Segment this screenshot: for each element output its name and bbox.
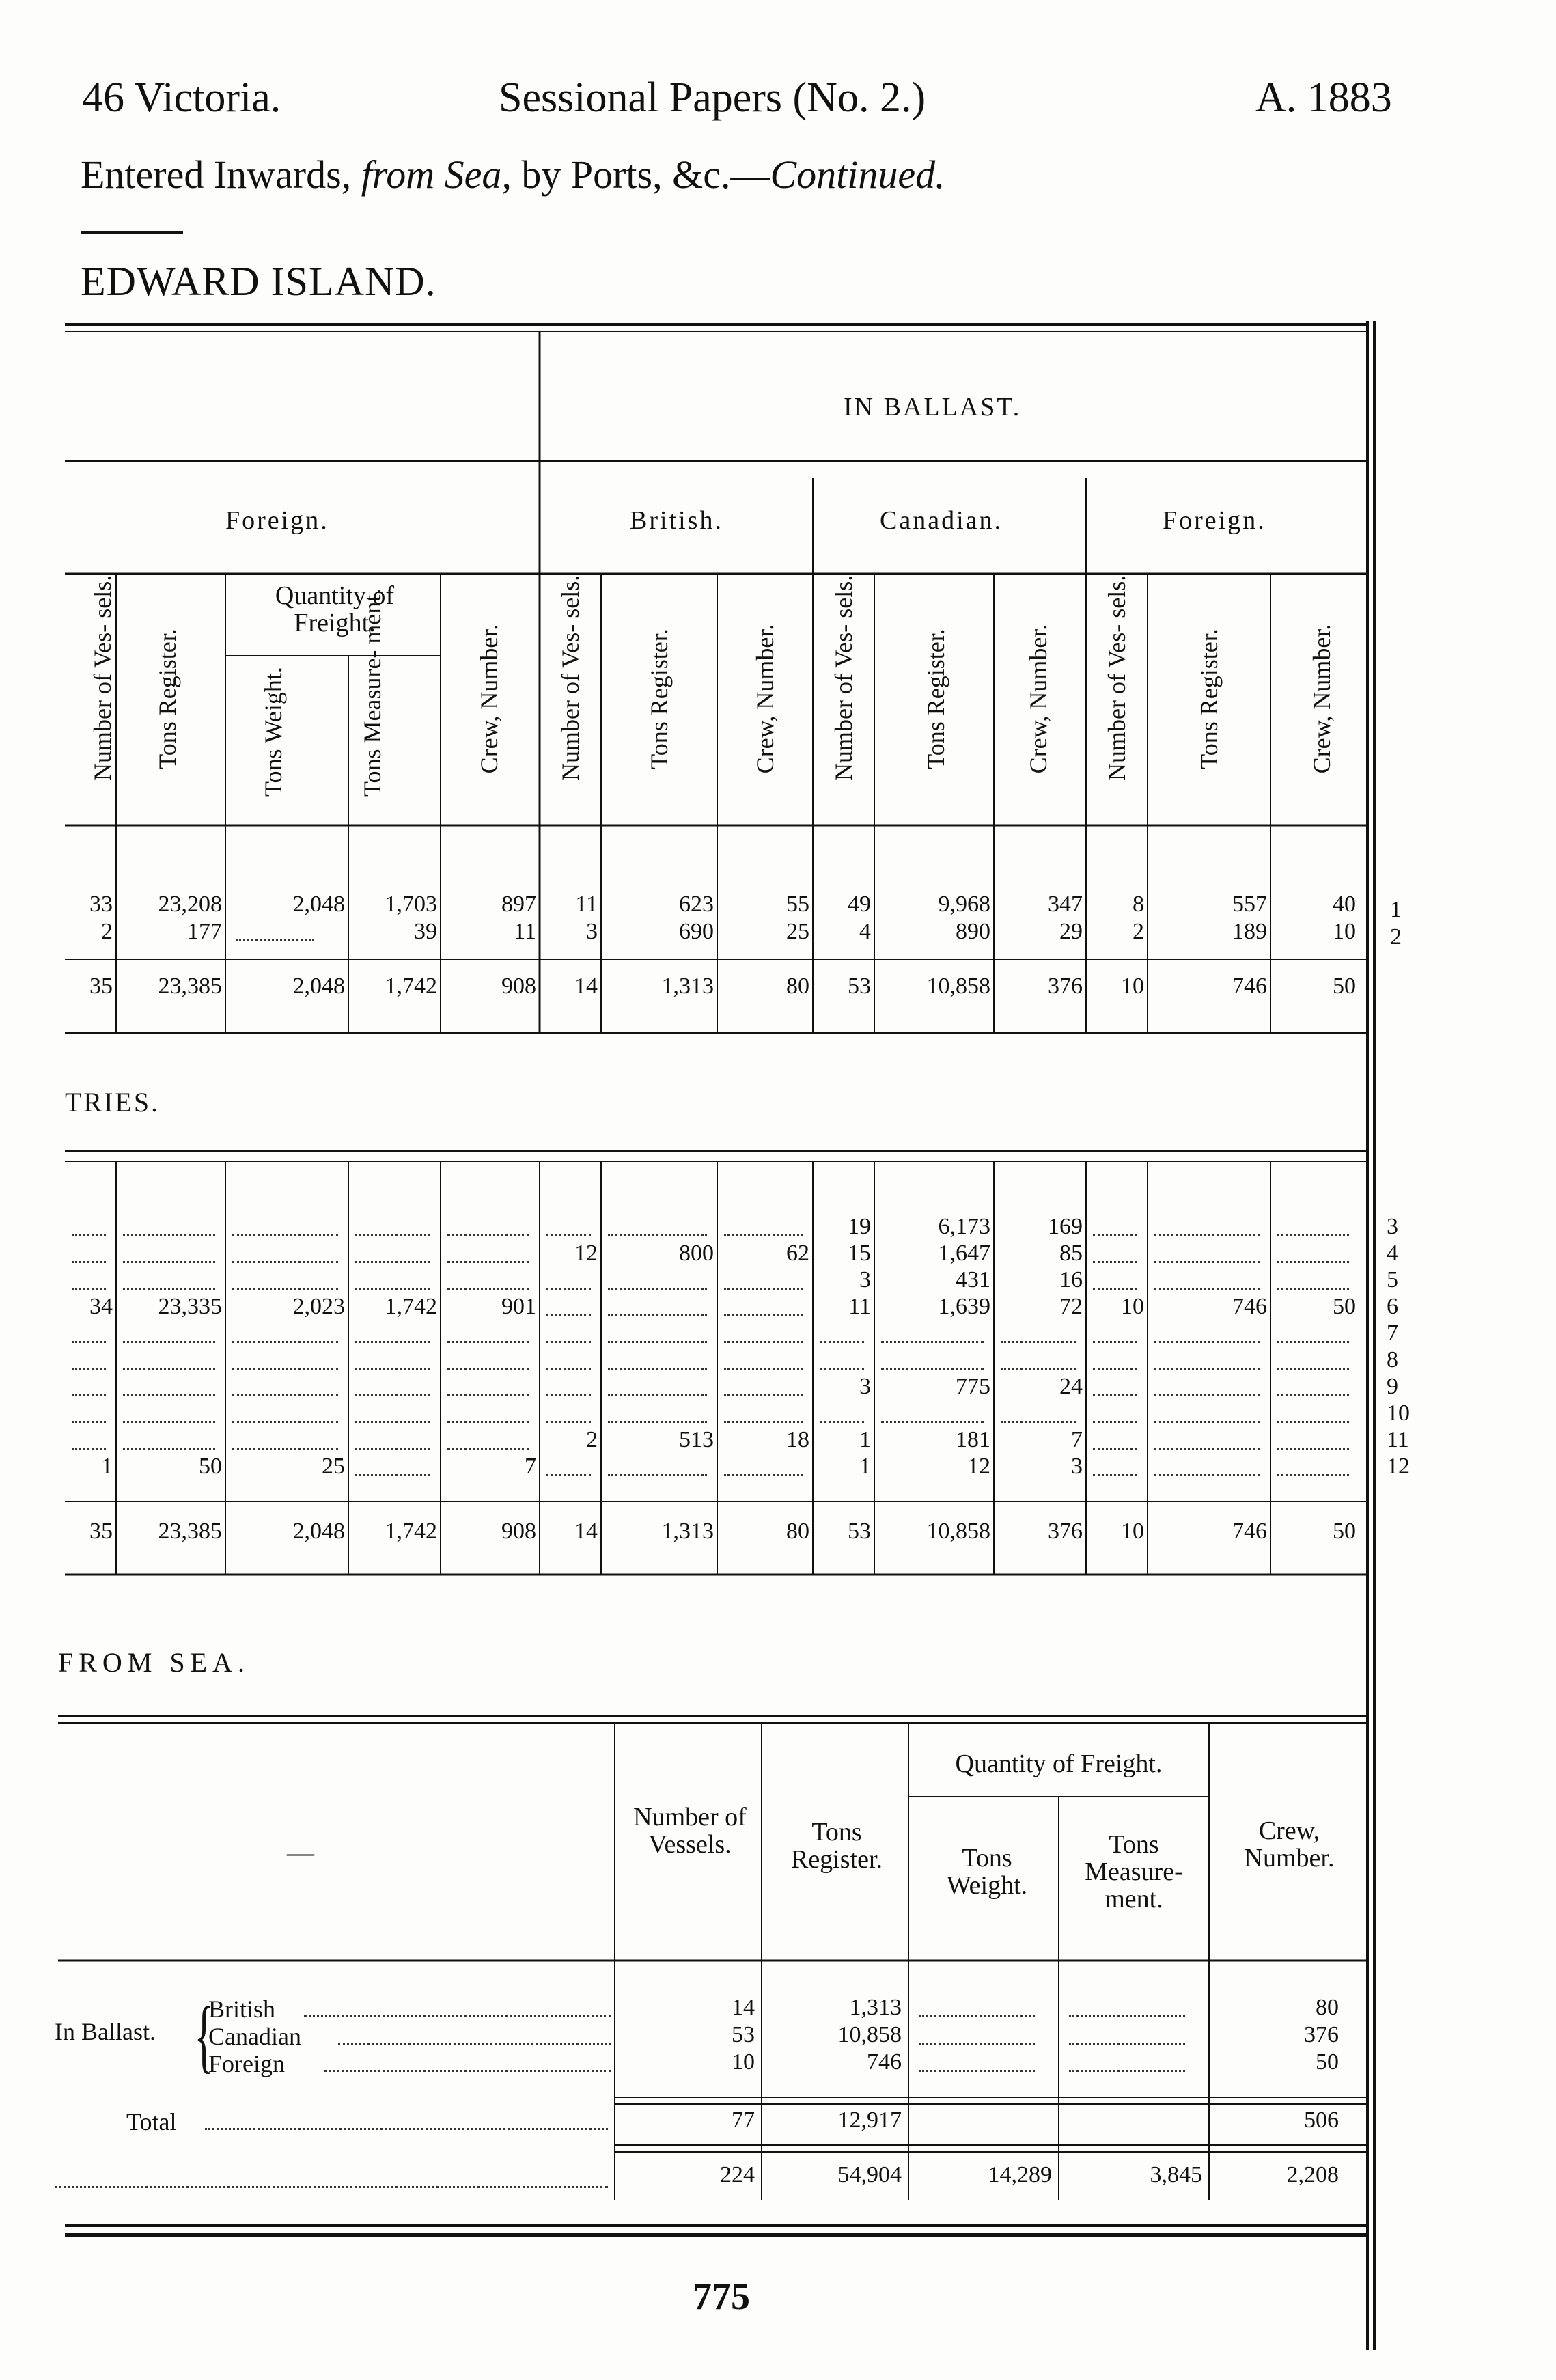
- empty-cell-dots: [447, 1421, 529, 1423]
- table-cell: 50: [1316, 2049, 1339, 2075]
- total-cell: 35: [89, 973, 113, 999]
- row-number: 9: [1387, 1374, 1398, 1399]
- empty-cell-dots: [1277, 1288, 1349, 1290]
- col-tons-weight: Tons Weight.: [260, 667, 287, 797]
- empty-cell-dots: [236, 939, 314, 941]
- table-cell: 3: [859, 1374, 871, 1399]
- brace-icon: {: [194, 1990, 214, 2081]
- in-ballast-label: In Ballast.: [55, 2018, 156, 2045]
- empty-cell-dots: [608, 1368, 707, 1370]
- header-right: A. 1883: [1255, 74, 1392, 121]
- empty-cell-dots: [1277, 1261, 1349, 1263]
- empty-cell-dots: [608, 1421, 707, 1423]
- empty-cell-dots: [1093, 1421, 1137, 1423]
- table-cell: 33: [89, 891, 113, 917]
- head-tons-weight: Tons Weight.: [946, 1844, 1028, 1900]
- empty-cell-dots: [546, 1421, 591, 1423]
- empty-cell-dots: [1093, 1394, 1137, 1396]
- group-foreign-ballast: Foreign.: [1163, 506, 1266, 535]
- table-cell: 1: [859, 1454, 871, 1479]
- row-number: 4: [1387, 1241, 1398, 1266]
- table-cell: 11: [575, 891, 598, 917]
- empty-cell-dots: [1069, 2070, 1185, 2072]
- empty-cell-dots: [1093, 1448, 1137, 1450]
- head-freight: Quantity of Freight.: [955, 1749, 1163, 1778]
- table-cell: 690: [679, 919, 714, 944]
- grand-total-cell: 54,904: [837, 2162, 902, 2187]
- col-british-crew: Crew, Number.: [751, 624, 779, 774]
- total-cell: 1,313: [661, 1519, 714, 1544]
- empty-cell-dots: [608, 1288, 707, 1290]
- total-cell: 908: [501, 973, 536, 999]
- table-cell: 34: [89, 1294, 113, 1319]
- empty-cell-dots: [123, 1448, 215, 1450]
- header-center: Sessional Papers (No. 2.): [499, 74, 926, 121]
- table-cell: 14: [732, 1995, 755, 2020]
- total-cell: 506: [1304, 2107, 1339, 2133]
- head-crew: Crew, Number.: [1244, 1816, 1335, 1872]
- leader-dots: [324, 2070, 611, 2072]
- empty-cell-dots: [724, 1341, 803, 1343]
- empty-cell-dots: [546, 1314, 591, 1316]
- table-cell: 49: [848, 891, 871, 917]
- table-cell: 890: [956, 919, 990, 944]
- leader-dots: [55, 2186, 608, 2188]
- table-cell: 12: [574, 1241, 598, 1266]
- empty-cell-dots: [447, 1288, 529, 1290]
- empty-cell-dots: [123, 1394, 215, 1396]
- col-tons-register: Tons Register.: [154, 628, 181, 769]
- empty-cell-dots: [724, 1421, 803, 1423]
- empty-cell-dots: [1001, 1368, 1076, 1370]
- empty-cell-dots: [232, 1448, 338, 1450]
- table-cell: 8: [1133, 891, 1144, 917]
- empty-cell-dots: [1154, 1368, 1260, 1370]
- table-cell: 901: [501, 1294, 536, 1319]
- total-cell: 77: [732, 2107, 755, 2133]
- total-cell: 746: [1232, 973, 1267, 999]
- ballast-row-label: Canadian: [208, 2023, 301, 2050]
- region-title: EDWARD ISLAND.: [81, 259, 436, 304]
- subtitle-middle: by Ports, &c.—: [521, 152, 770, 197]
- total-cell: 12,917: [837, 2107, 902, 2133]
- total-cell: 2,048: [292, 1519, 345, 1544]
- table-cell: 623: [679, 891, 714, 917]
- freight-heading: Quantity of Freight.: [275, 581, 395, 637]
- total-cell: 10: [1121, 1519, 1144, 1544]
- table-cell: 800: [679, 1241, 714, 1266]
- subtitle-continued: Continued.: [770, 152, 945, 197]
- empty-cell-dots: [72, 1341, 106, 1343]
- total-cell: 14: [574, 973, 598, 999]
- table-cell: 24: [1059, 1374, 1083, 1399]
- empty-cell-dots: [608, 1474, 707, 1476]
- table-cell: 2,048: [292, 891, 345, 917]
- empty-cell-dots: [1069, 2015, 1185, 2017]
- row-number: 6: [1387, 1294, 1398, 1319]
- empty-cell-dots: [72, 1288, 106, 1290]
- empty-cell-dots: [546, 1234, 591, 1236]
- empty-cell-dots: [72, 1261, 106, 1263]
- empty-cell-dots: [1277, 1234, 1349, 1236]
- table-cell: 9,968: [938, 891, 990, 917]
- empty-cell-dots: [1093, 1288, 1137, 1290]
- table-cell: 7: [1071, 1427, 1083, 1452]
- table-cell: 169: [1048, 1214, 1083, 1239]
- empty-cell-dots: [724, 1288, 803, 1290]
- empty-cell-dots: [232, 1341, 338, 1343]
- empty-cell-dots: [123, 1368, 215, 1370]
- empty-cell-dots: [447, 1368, 529, 1370]
- empty-cell-dots: [724, 1234, 803, 1236]
- ballast-row-label: British: [208, 1995, 276, 2023]
- table-cell: 15: [848, 1241, 871, 1266]
- col-canadian-tons: Tons Register.: [922, 628, 949, 769]
- ballast-row-label: Foreign: [208, 2050, 285, 2077]
- col-canadian-vessels: Number of Ves- sels.: [830, 575, 857, 781]
- col-canadian-crew: Crew, Number.: [1025, 624, 1052, 774]
- empty-cell-dots: [724, 1368, 803, 1370]
- table-cell: 376: [1304, 2022, 1339, 2047]
- total-cell: 50: [1333, 973, 1356, 999]
- row-number: 7: [1387, 1320, 1398, 1346]
- empty-cell-dots: [355, 1234, 430, 1236]
- col-british-vessels: Number of Ves- sels.: [557, 575, 584, 781]
- grand-total-cell: 3,845: [1150, 2162, 1202, 2187]
- empty-cell-dots: [123, 1341, 215, 1343]
- row-number: 5: [1387, 1267, 1398, 1292]
- total-cell: 2,048: [292, 973, 345, 999]
- empty-cell-dots: [1277, 1341, 1349, 1343]
- empty-cell-dots: [123, 1234, 215, 1236]
- table-cell: 10: [1121, 1294, 1144, 1319]
- empty-cell-dots: [546, 1368, 591, 1370]
- table-cell: 3: [586, 919, 598, 944]
- table-cell: 2: [101, 919, 113, 944]
- table-cell: 10,858: [837, 2022, 902, 2047]
- head-tons-register: Tons Register.: [790, 1818, 883, 1874]
- empty-cell-dots: [123, 1288, 215, 1290]
- table-cell: 4: [859, 919, 871, 944]
- empty-cell-dots: [881, 1421, 984, 1423]
- empty-cell-dots: [546, 1394, 591, 1396]
- empty-cell-dots: [1154, 1421, 1260, 1423]
- empty-cell-dots: [1154, 1394, 1260, 1396]
- table-cell: 1,703: [385, 891, 437, 917]
- empty-cell-dots: [724, 1394, 803, 1396]
- table-cell: 80: [1316, 1995, 1339, 2020]
- empty-cell-dots: [123, 1421, 215, 1423]
- empty-cell-dots: [72, 1394, 106, 1396]
- subtitle-from: from: [361, 152, 435, 197]
- empty-cell-dots: [355, 1261, 430, 1263]
- empty-cell-dots: [1277, 1421, 1349, 1423]
- table-cell: 6,173: [938, 1214, 990, 1239]
- table-cell: 347: [1048, 891, 1083, 917]
- table-cell: 3: [1071, 1454, 1083, 1479]
- header-left: 46 Victoria.: [82, 74, 281, 121]
- total-cell: 908: [501, 1519, 536, 1544]
- empty-cell-dots: [72, 1234, 106, 1236]
- subtitle-sea: Sea,: [444, 152, 512, 197]
- empty-cell-dots: [447, 1394, 529, 1396]
- empty-cell-dots: [1154, 1448, 1260, 1450]
- table-cell: 513: [679, 1427, 714, 1452]
- total-cell: 1,742: [385, 973, 437, 999]
- empty-cell-dots: [881, 1368, 984, 1370]
- table-cell: 1: [101, 1454, 113, 1479]
- empty-cell-dots: [881, 1341, 984, 1343]
- group-british: British.: [630, 506, 723, 535]
- table-cell: 25: [322, 1454, 345, 1479]
- grand-total-cell: 224: [720, 2162, 755, 2187]
- empty-cell-dots: [447, 1341, 529, 1343]
- empty-cell-dots: [72, 1368, 106, 1370]
- total-cell: 10,858: [926, 973, 990, 999]
- total-cell: 1,742: [385, 1519, 437, 1544]
- empty-cell-dots: [1093, 1261, 1137, 1263]
- table-cell: 2: [586, 1427, 598, 1452]
- stub-dash: —: [287, 1837, 314, 1868]
- row-number: 1: [1390, 897, 1402, 922]
- table-cell: 1,742: [385, 1294, 437, 1319]
- section-from-sea-label: FROM SEA.: [58, 1647, 250, 1678]
- row-number: 8: [1387, 1347, 1398, 1372]
- empty-cell-dots: [1093, 1341, 1137, 1343]
- empty-cell-dots: [447, 1261, 529, 1263]
- grand-total-cell: 14,289: [988, 2162, 1052, 2187]
- empty-cell-dots: [232, 1234, 338, 1236]
- table-cell: 50: [1333, 1294, 1356, 1319]
- group-foreign: Foreign.: [225, 506, 329, 535]
- table-cell: 1,639: [938, 1294, 990, 1319]
- total-cell: 10: [1121, 973, 1144, 999]
- empty-cell-dots: [919, 2043, 1035, 2045]
- row-number: 2: [1390, 924, 1402, 950]
- table-cell: 50: [199, 1454, 222, 1479]
- col-foreign-vessels: Number of Ves- sels.: [1103, 575, 1130, 781]
- table-cell: 2: [1133, 919, 1144, 944]
- total-cell: 50: [1333, 1519, 1356, 1544]
- table-cell: 25: [786, 919, 809, 944]
- table-cell: 7: [525, 1454, 536, 1479]
- empty-cell-dots: [1154, 1288, 1260, 1290]
- table-cell: 2,023: [292, 1294, 345, 1319]
- head-tons-measurement: Tons Measure- ment.: [1085, 1830, 1183, 1913]
- table-cell: 11: [848, 1294, 871, 1319]
- table-cell: 85: [1059, 1241, 1083, 1266]
- empty-cell-dots: [919, 2015, 1035, 2017]
- empty-cell-dots: [123, 1261, 215, 1263]
- row-number: 11: [1387, 1427, 1409, 1452]
- table-cell: 19: [848, 1214, 871, 1239]
- empty-cell-dots: [919, 2070, 1035, 2072]
- empty-cell-dots: [355, 1448, 430, 1450]
- total-cell: 23,385: [158, 1519, 222, 1544]
- subtitle-prefix: Entered Inwards,: [81, 152, 352, 197]
- empty-cell-dots: [1093, 1234, 1137, 1236]
- total-cell: 376: [1048, 1519, 1083, 1544]
- empty-cell-dots: [355, 1368, 430, 1370]
- grand-total-cell: 2,208: [1286, 2162, 1339, 2187]
- in-ballast-heading: IN BALLAST.: [844, 393, 1022, 421]
- empty-cell-dots: [232, 1421, 338, 1423]
- empty-cell-dots: [608, 1394, 707, 1396]
- table-cell: 40: [1333, 891, 1356, 917]
- total-label: Total: [126, 2108, 177, 2135]
- empty-cell-dots: [820, 1368, 864, 1370]
- col-tons-measurement: Tons Measure- ment.: [359, 588, 386, 797]
- table-cell: 62: [786, 1241, 809, 1266]
- empty-cell-dots: [355, 1474, 430, 1476]
- empty-cell-dots: [1069, 2043, 1185, 2045]
- empty-cell-dots: [232, 1394, 338, 1396]
- table-cell: 10: [1333, 919, 1356, 944]
- total-cell: 53: [848, 973, 871, 999]
- total-cell: 23,385: [158, 973, 222, 999]
- empty-cell-dots: [355, 1421, 430, 1423]
- empty-cell-dots: [232, 1288, 338, 1290]
- total-cell: 14: [574, 1519, 598, 1544]
- empty-cell-dots: [1154, 1341, 1260, 1343]
- empty-cell-dots: [820, 1341, 864, 1343]
- table-cell: 775: [956, 1374, 990, 1399]
- empty-cell-dots: [1154, 1261, 1260, 1263]
- total-cell: 53: [848, 1519, 871, 1544]
- empty-cell-dots: [724, 1474, 803, 1476]
- table-cell: 1,647: [938, 1241, 990, 1266]
- empty-cell-dots: [1001, 1421, 1076, 1423]
- total-cell: 80: [786, 973, 809, 999]
- empty-cell-dots: [546, 1341, 591, 1343]
- table-cell: 18: [786, 1427, 809, 1452]
- total-cell: 746: [1232, 1519, 1267, 1544]
- section-tries-label: TRIES.: [65, 1087, 161, 1118]
- empty-cell-dots: [1277, 1474, 1349, 1476]
- empty-cell-dots: [72, 1421, 106, 1423]
- table-cell: 181: [956, 1427, 990, 1452]
- empty-cell-dots: [1154, 1234, 1260, 1236]
- leader-dots: [304, 2015, 611, 2017]
- empty-cell-dots: [355, 1394, 430, 1396]
- total-cell: 376: [1048, 973, 1083, 999]
- table-cell: 55: [786, 891, 809, 917]
- empty-cell-dots: [608, 1341, 707, 1343]
- table-cell: 189: [1232, 919, 1267, 944]
- table-cell: 1: [859, 1427, 871, 1452]
- empty-cell-dots: [1001, 1341, 1076, 1343]
- table-cell: 897: [501, 891, 536, 917]
- table-cell: 177: [187, 919, 222, 944]
- empty-cell-dots: [232, 1261, 338, 1263]
- table-cell: 12: [967, 1454, 990, 1479]
- empty-cell-dots: [447, 1234, 529, 1236]
- table-cell: 23,335: [158, 1294, 222, 1319]
- table-cell: 29: [1059, 919, 1083, 944]
- empty-cell-dots: [546, 1288, 591, 1290]
- total-cell: 10,858: [926, 1519, 990, 1544]
- page-number: 775: [693, 2275, 750, 2318]
- total-cell: 80: [786, 1519, 809, 1544]
- table-cell: 746: [1232, 1294, 1267, 1319]
- empty-cell-dots: [1093, 1474, 1137, 1476]
- empty-cell-dots: [608, 1234, 707, 1236]
- empty-cell-dots: [72, 1448, 106, 1450]
- table-cell: 746: [867, 2049, 902, 2075]
- empty-cell-dots: [355, 1288, 430, 1290]
- empty-cell-dots: [1277, 1448, 1349, 1450]
- empty-cell-dots: [1277, 1368, 1349, 1370]
- empty-cell-dots: [1093, 1368, 1137, 1370]
- table-cell: 11: [514, 919, 536, 944]
- table-cell: 23,208: [158, 891, 222, 917]
- empty-cell-dots: [355, 1341, 430, 1343]
- col-foreign-tons: Tons Register.: [1195, 628, 1223, 769]
- row-number: 12: [1387, 1454, 1410, 1479]
- col-vessels: Number of Ves- sels.: [89, 575, 116, 781]
- head-vessels: Number of Vessels.: [633, 1803, 747, 1859]
- total-cell: 35: [89, 1519, 113, 1544]
- table-cell: 1,313: [849, 1995, 902, 2020]
- row-number: 3: [1387, 1214, 1398, 1239]
- group-canadian: Canadian.: [880, 506, 1003, 535]
- table-cell: 72: [1059, 1294, 1083, 1319]
- empty-cell-dots: [724, 1314, 803, 1316]
- empty-cell-dots: [1154, 1474, 1260, 1476]
- col-foreign-crew: Crew, Number.: [1308, 624, 1335, 774]
- table-cell: 39: [414, 919, 437, 944]
- table-cell: 557: [1232, 891, 1267, 917]
- empty-cell-dots: [546, 1474, 591, 1476]
- leader-dots: [338, 2043, 611, 2045]
- empty-cell-dots: [447, 1448, 529, 1450]
- table-cell: 431: [956, 1267, 990, 1292]
- total-cell: 1,313: [661, 973, 714, 999]
- table-cell: 53: [732, 2022, 755, 2047]
- empty-cell-dots: [608, 1314, 707, 1316]
- table-cell: 16: [1059, 1267, 1083, 1292]
- empty-cell-dots: [232, 1368, 338, 1370]
- row-number: 10: [1387, 1400, 1410, 1426]
- col-crew: Crew, Number.: [475, 624, 503, 774]
- table-cell: 10: [732, 2049, 755, 2075]
- table-cell: 3: [859, 1267, 871, 1292]
- empty-cell-dots: [1277, 1394, 1349, 1396]
- leader-dots: [205, 2128, 608, 2130]
- col-british-tons: Tons Register.: [645, 628, 673, 769]
- empty-cell-dots: [820, 1421, 864, 1423]
